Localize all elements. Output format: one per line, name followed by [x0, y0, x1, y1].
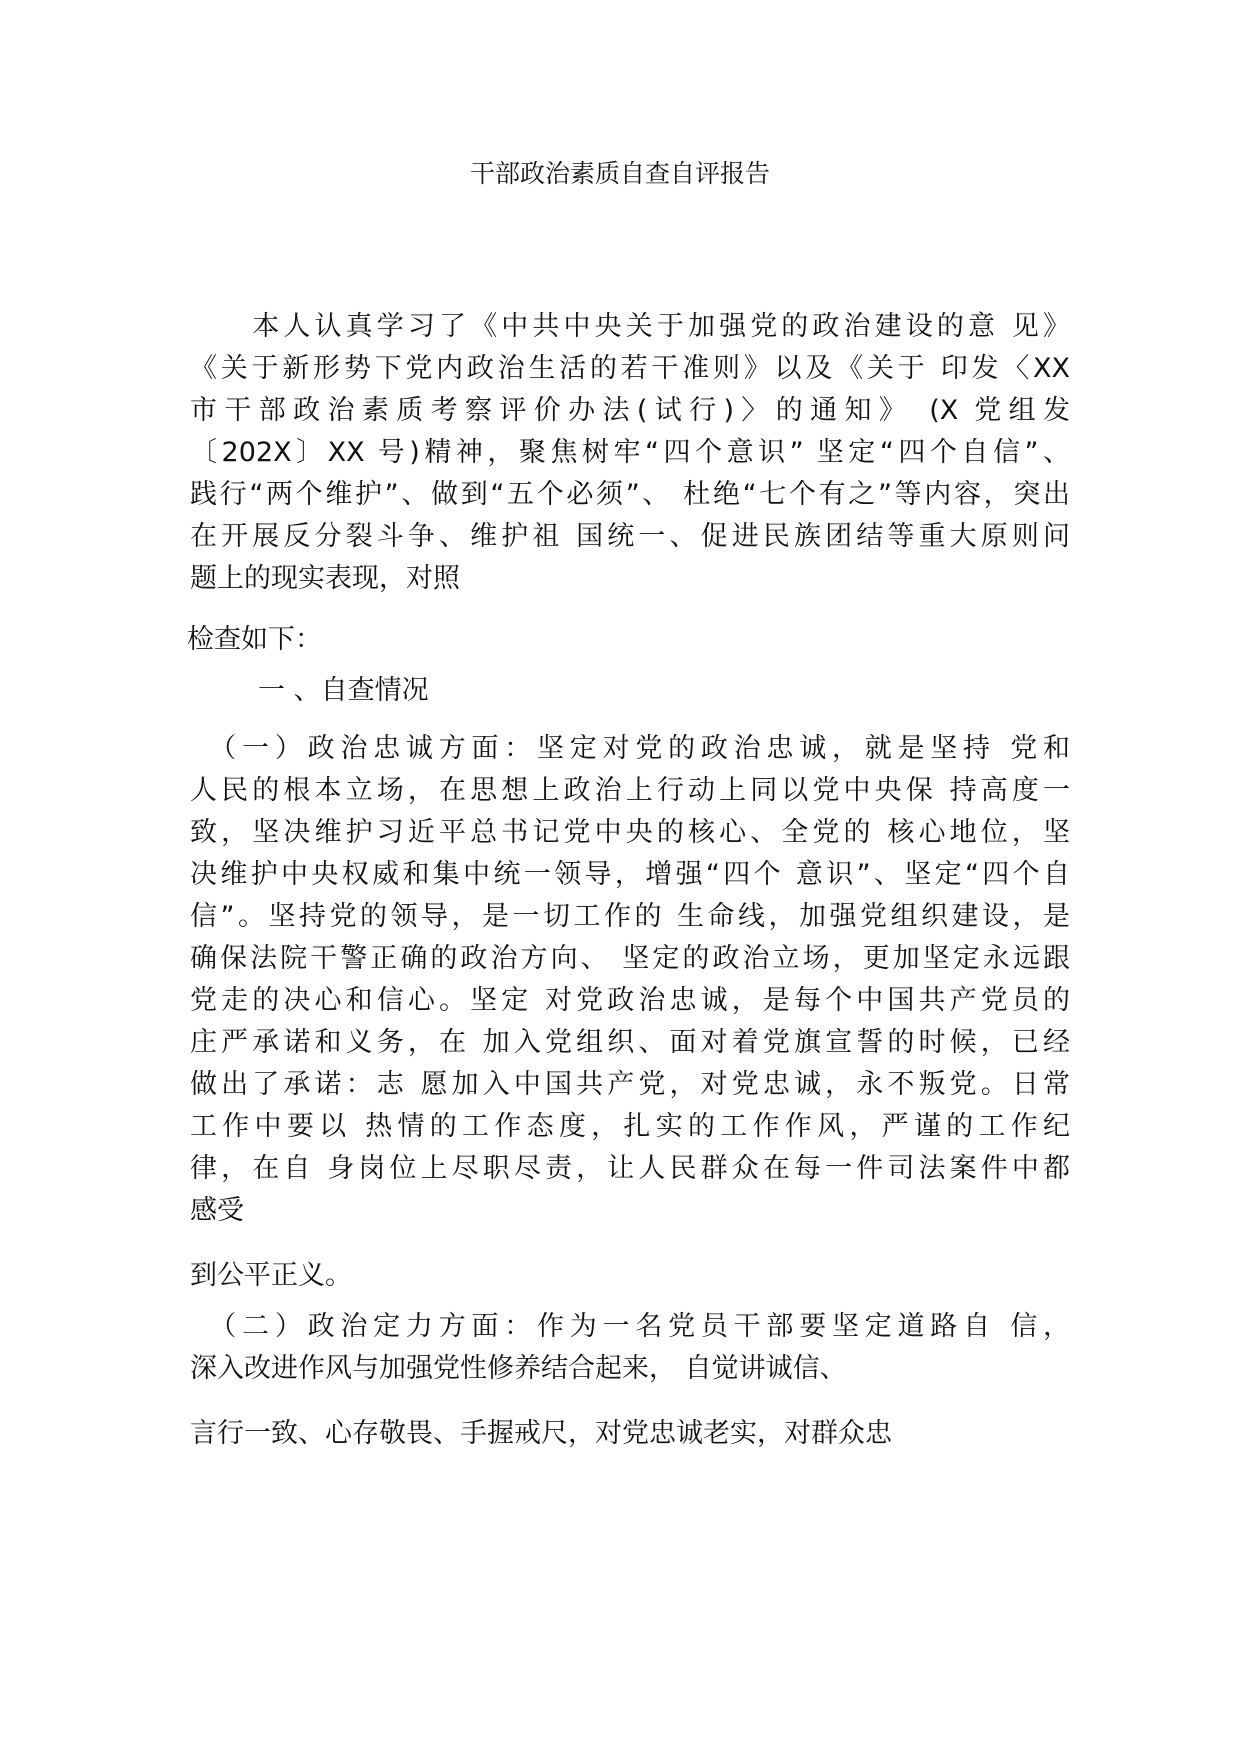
section1-line: 庄严承诺和义务，在 加入党组织、面对着党旗宣誓的时候，已经 [190, 1027, 1070, 1058]
intro-line: 践行“两个维护”、做到“五个必须”、 杜绝“七个有之”等内容，突出 [190, 479, 1070, 510]
section2-line: （二）政治定力方面：作为一名党员干部要坚定道路自 信， [190, 1311, 1070, 1342]
section1-line: 人民的根本立场，在思想上政治上行动上同以党中央保 持高度一 [190, 775, 1070, 806]
section1-line: 致，坚决维护习近平总书记党中央的核心、全党的 核心地位，坚 [190, 817, 1070, 848]
intro-line: 《关于新形势下党内政治生活的若干准则》以及《关于 印发〈XX [190, 353, 1070, 384]
intro-line: 本人认真学习了《中共中央关于加强党的政治建设的意 见》 [190, 311, 1070, 342]
section1-heading [258, 670, 1138, 712]
check-line [187, 619, 1067, 661]
intro-line: 市干部政治素质考察评价办法(试行)〉的通知》 (X 党组发 [190, 395, 1070, 426]
section1-line: 感受 [190, 1195, 244, 1226]
intro-paragraph [190, 306, 1070, 600]
section2-end [190, 1413, 1070, 1455]
check-text: 检查如下： [187, 624, 322, 655]
section1-line: （一）政治忠诚方面：坚定对党的政治忠诚，就是坚持 党和 [190, 733, 1070, 764]
section1-line: 决维护中央权威和集中统一领导，增强“四个 意识”、坚定“四个自 [190, 859, 1070, 890]
section2-paragraph [190, 1306, 1070, 1390]
section1-end-text: 到公平正义。 [190, 1260, 352, 1291]
section1-line: 律，在自 身岗位上尽职尽责，让人民群众在每一件司法案件中都 [190, 1153, 1070, 1184]
section1-line: 工作中要以 热情的工作态度，扎实的工作作风，严谨的工作纪 [190, 1111, 1070, 1142]
section1-line: 信”。坚持党的领导，是一切工作的 生命线，加强党组织建设，是 [190, 901, 1070, 932]
intro-line: 在开展反分裂斗争、维护祖 国统一、促进民族团结等重大原则问 [190, 521, 1070, 552]
section1-line: 党走的决心和信心。坚定 对党政治忠诚，是每个中国共产党员的 [190, 985, 1070, 1016]
section1-end [190, 1255, 1070, 1297]
section1-line: 做出了承诺：志 愿加入中国共产党，对党忠诚，永不叛党。日常 [190, 1069, 1070, 1100]
section2-line: 深入改进作风与加强党性修养结合起来， 自觉讲诚信、 [190, 1353, 847, 1384]
section1-line: 确保法院干警正确的政治方向、 坚定的政治立场，更加坚定永远跟 [190, 943, 1070, 974]
section2-end-text: 言行一致、心存敬畏、手握戒尺，对党忠诚老实，对群众忠 [190, 1418, 892, 1449]
section1-heading-text: 一 、自查情况 [258, 675, 429, 706]
document-title: 干部政治素质自查自评报告 [469, 159, 770, 188]
intro-line: 题上的现实表现，对照 [190, 563, 460, 594]
intro-line: 〔202X〕XX 号)精神，聚焦树牢“四个意识” 坚定“四个自信”、 [190, 437, 1070, 468]
section1-paragraph [190, 728, 1070, 1232]
